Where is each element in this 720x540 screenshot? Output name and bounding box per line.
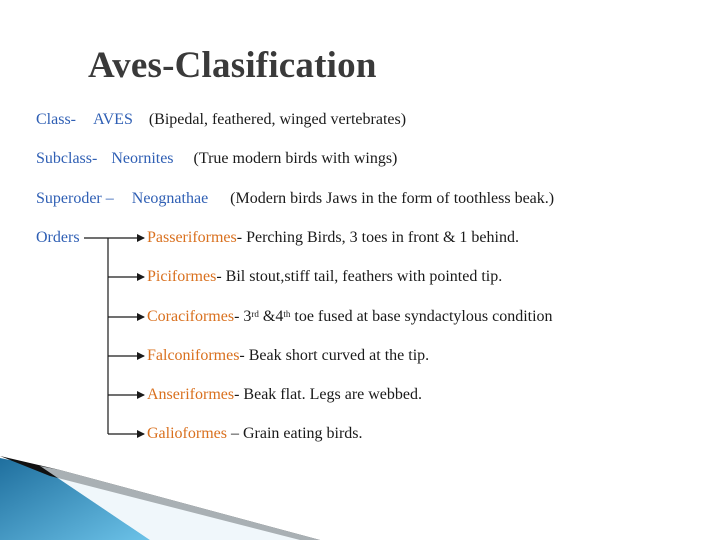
orders-label: Orders — [36, 229, 80, 246]
order-description: – Grain eating birds. — [226, 425, 363, 442]
order-name: Passeriformes — [147, 229, 237, 246]
class-value: AVES — [93, 111, 133, 128]
superorder-value: Neognathae — [131, 190, 209, 207]
order-name: Coraciformes — [147, 308, 235, 325]
subclass-label: Subclass- — [36, 150, 98, 167]
class-label: Class- — [36, 111, 76, 128]
slide-title: Aves-Clasification — [88, 45, 377, 86]
order-desc-superscript: th — [283, 309, 291, 319]
subclass-value: Neornites — [111, 150, 174, 167]
order-name: Anseriformes — [147, 386, 235, 403]
order-name: Galioformes — [147, 425, 227, 442]
order-description: - Perching Birds, 3 toes in front & 1 behind. — [236, 229, 519, 246]
subclass-description: (True modern birds with wings) — [193, 150, 398, 167]
class-description: (Bipedal, feathered, winged vertebrates) — [148, 111, 407, 128]
order-description: - Beak flat. Legs are webbed. — [234, 386, 423, 403]
order-desc-part: &4 — [258, 308, 284, 325]
superorder-label: Superoder – — [36, 190, 114, 207]
order-desc-part: - 3 — [234, 308, 252, 325]
order-description: - Bil stout,stiff tail, feathers with pointed tip. — [216, 268, 503, 285]
order-name: Falconiformes — [147, 347, 240, 364]
order-description: toe fused at base syndactylous condition — [290, 308, 553, 325]
order-name: Piciformes — [147, 268, 217, 285]
order-desc-superscript: rd — [251, 309, 259, 319]
superorder-description: (Modern birds Jaws in the form of toothless beak.) — [230, 190, 555, 207]
order-description: - Beak short curved at the tip. — [239, 347, 430, 364]
